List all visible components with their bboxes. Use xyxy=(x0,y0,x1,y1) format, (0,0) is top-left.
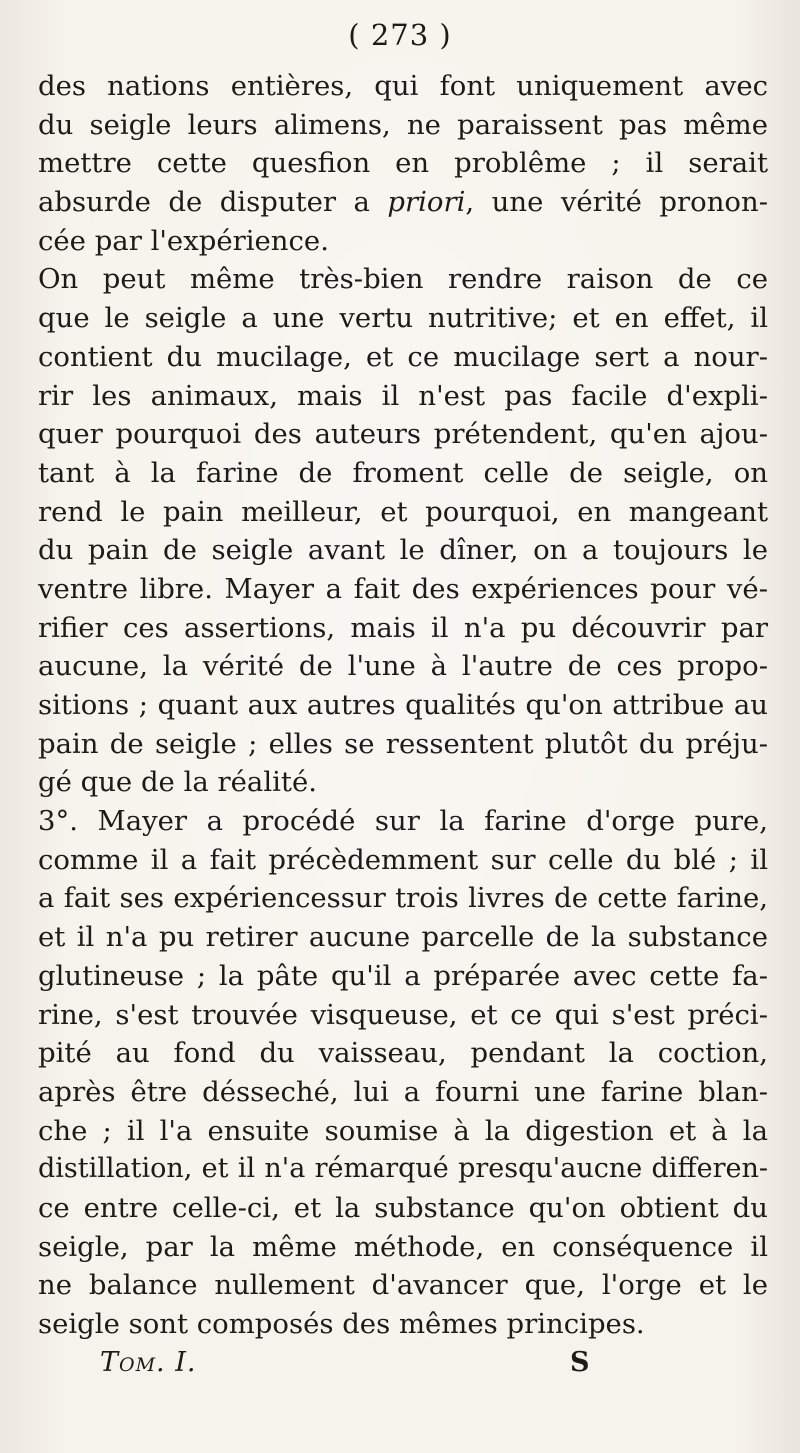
text-line: 3°. Mayer a procédé sur la farine d'orge pure, xyxy=(38,805,768,838)
text-line: absurde de disputer a priori, une vérité pronon- xyxy=(38,186,768,219)
text-line: gé que de la réalité. xyxy=(38,766,317,799)
text-line: après être désseché, lui a fourni une farine blan- xyxy=(38,1075,768,1108)
text-line: mettre cette quesfion en problême ; il serait xyxy=(38,147,768,180)
text-line: On peut même très-bien rendre raison de ce xyxy=(38,263,768,296)
text-line: seigle sont composés des mêmes principes. xyxy=(38,1308,645,1340)
text-line: seigle, par la même méthode, en conséquence il xyxy=(38,1230,768,1263)
text-line: du seigle leurs alimens, ne paraissent pas même xyxy=(38,108,768,141)
text-line: rifier ces assertions, mais il n'a pu découvrir par xyxy=(38,611,768,644)
italic-term: priori xyxy=(387,186,466,219)
text-line: glutineuse ; la pâte qu'il a préparée avec cette fa- xyxy=(38,959,768,992)
text-line: du pain de seigle avant le dîner, on a toujours le xyxy=(38,534,768,567)
text-line: et il n'a pu retirer aucune parcelle de la substance xyxy=(38,921,768,954)
text-line: ventre libre. Mayer a fait des expériences pour vé- xyxy=(38,572,768,605)
text-line: sitions ; quant aux autres qualités qu'on attribue au xyxy=(38,689,768,721)
text-line: comme il a fait précèdemment sur celle du blé ; il xyxy=(38,843,768,876)
text-line: ce entre celle-ci, et la substance qu'on obtient du xyxy=(38,1191,768,1224)
body-text xyxy=(38,67,768,1344)
text-line: que le seigle a une vertu nutritive; et en effet, il xyxy=(38,302,768,335)
text-line: contient du mucilage, et ce mucilage sert a nour- xyxy=(38,340,768,373)
text-line: a fait ses expériencessur trois livres de cette farine, xyxy=(38,882,768,915)
page-number: ( 273 ) xyxy=(348,18,452,52)
text-line: ne balance nullement d'avancer que, l'orge et le xyxy=(38,1269,768,1302)
text-line: cée par l'expérience. xyxy=(38,224,329,257)
volume-label: Tom. I. xyxy=(100,1347,197,1378)
text-line: che ; il l'a ensuite soumise à la digestion et à la xyxy=(38,1114,768,1147)
text-line: aucune, la vérité de l'une à l'autre de ces propo- xyxy=(38,650,768,683)
text-line: rend le pain meilleur, et pourquoi, en mangeant xyxy=(38,495,768,528)
text-line: rine, s'est trouvée visqueuse, et ce qui s'est préci- xyxy=(38,998,768,1031)
text-line: pité au fond du vaisseau, pendant la coction, xyxy=(38,1037,768,1070)
text-line: pain de seigle ; elles se ressentent plutôt du préju- xyxy=(38,727,768,760)
signature-mark: S xyxy=(570,1347,590,1378)
text-line: quer pourquoi des auteurs prétendent, qu'en ajou- xyxy=(38,418,768,451)
text-line: tant à la farine de froment celle de seigle, on xyxy=(38,456,768,489)
text-line: des nations entières, qui font uniquement avec xyxy=(38,70,768,102)
text-line: rir les animaux, mais il n'est pas facile d'expli- xyxy=(38,379,768,412)
page-footer xyxy=(0,1347,800,1387)
text-line: distillation, et il n'a rémarqué presqu'aucne differen- xyxy=(38,1153,768,1185)
